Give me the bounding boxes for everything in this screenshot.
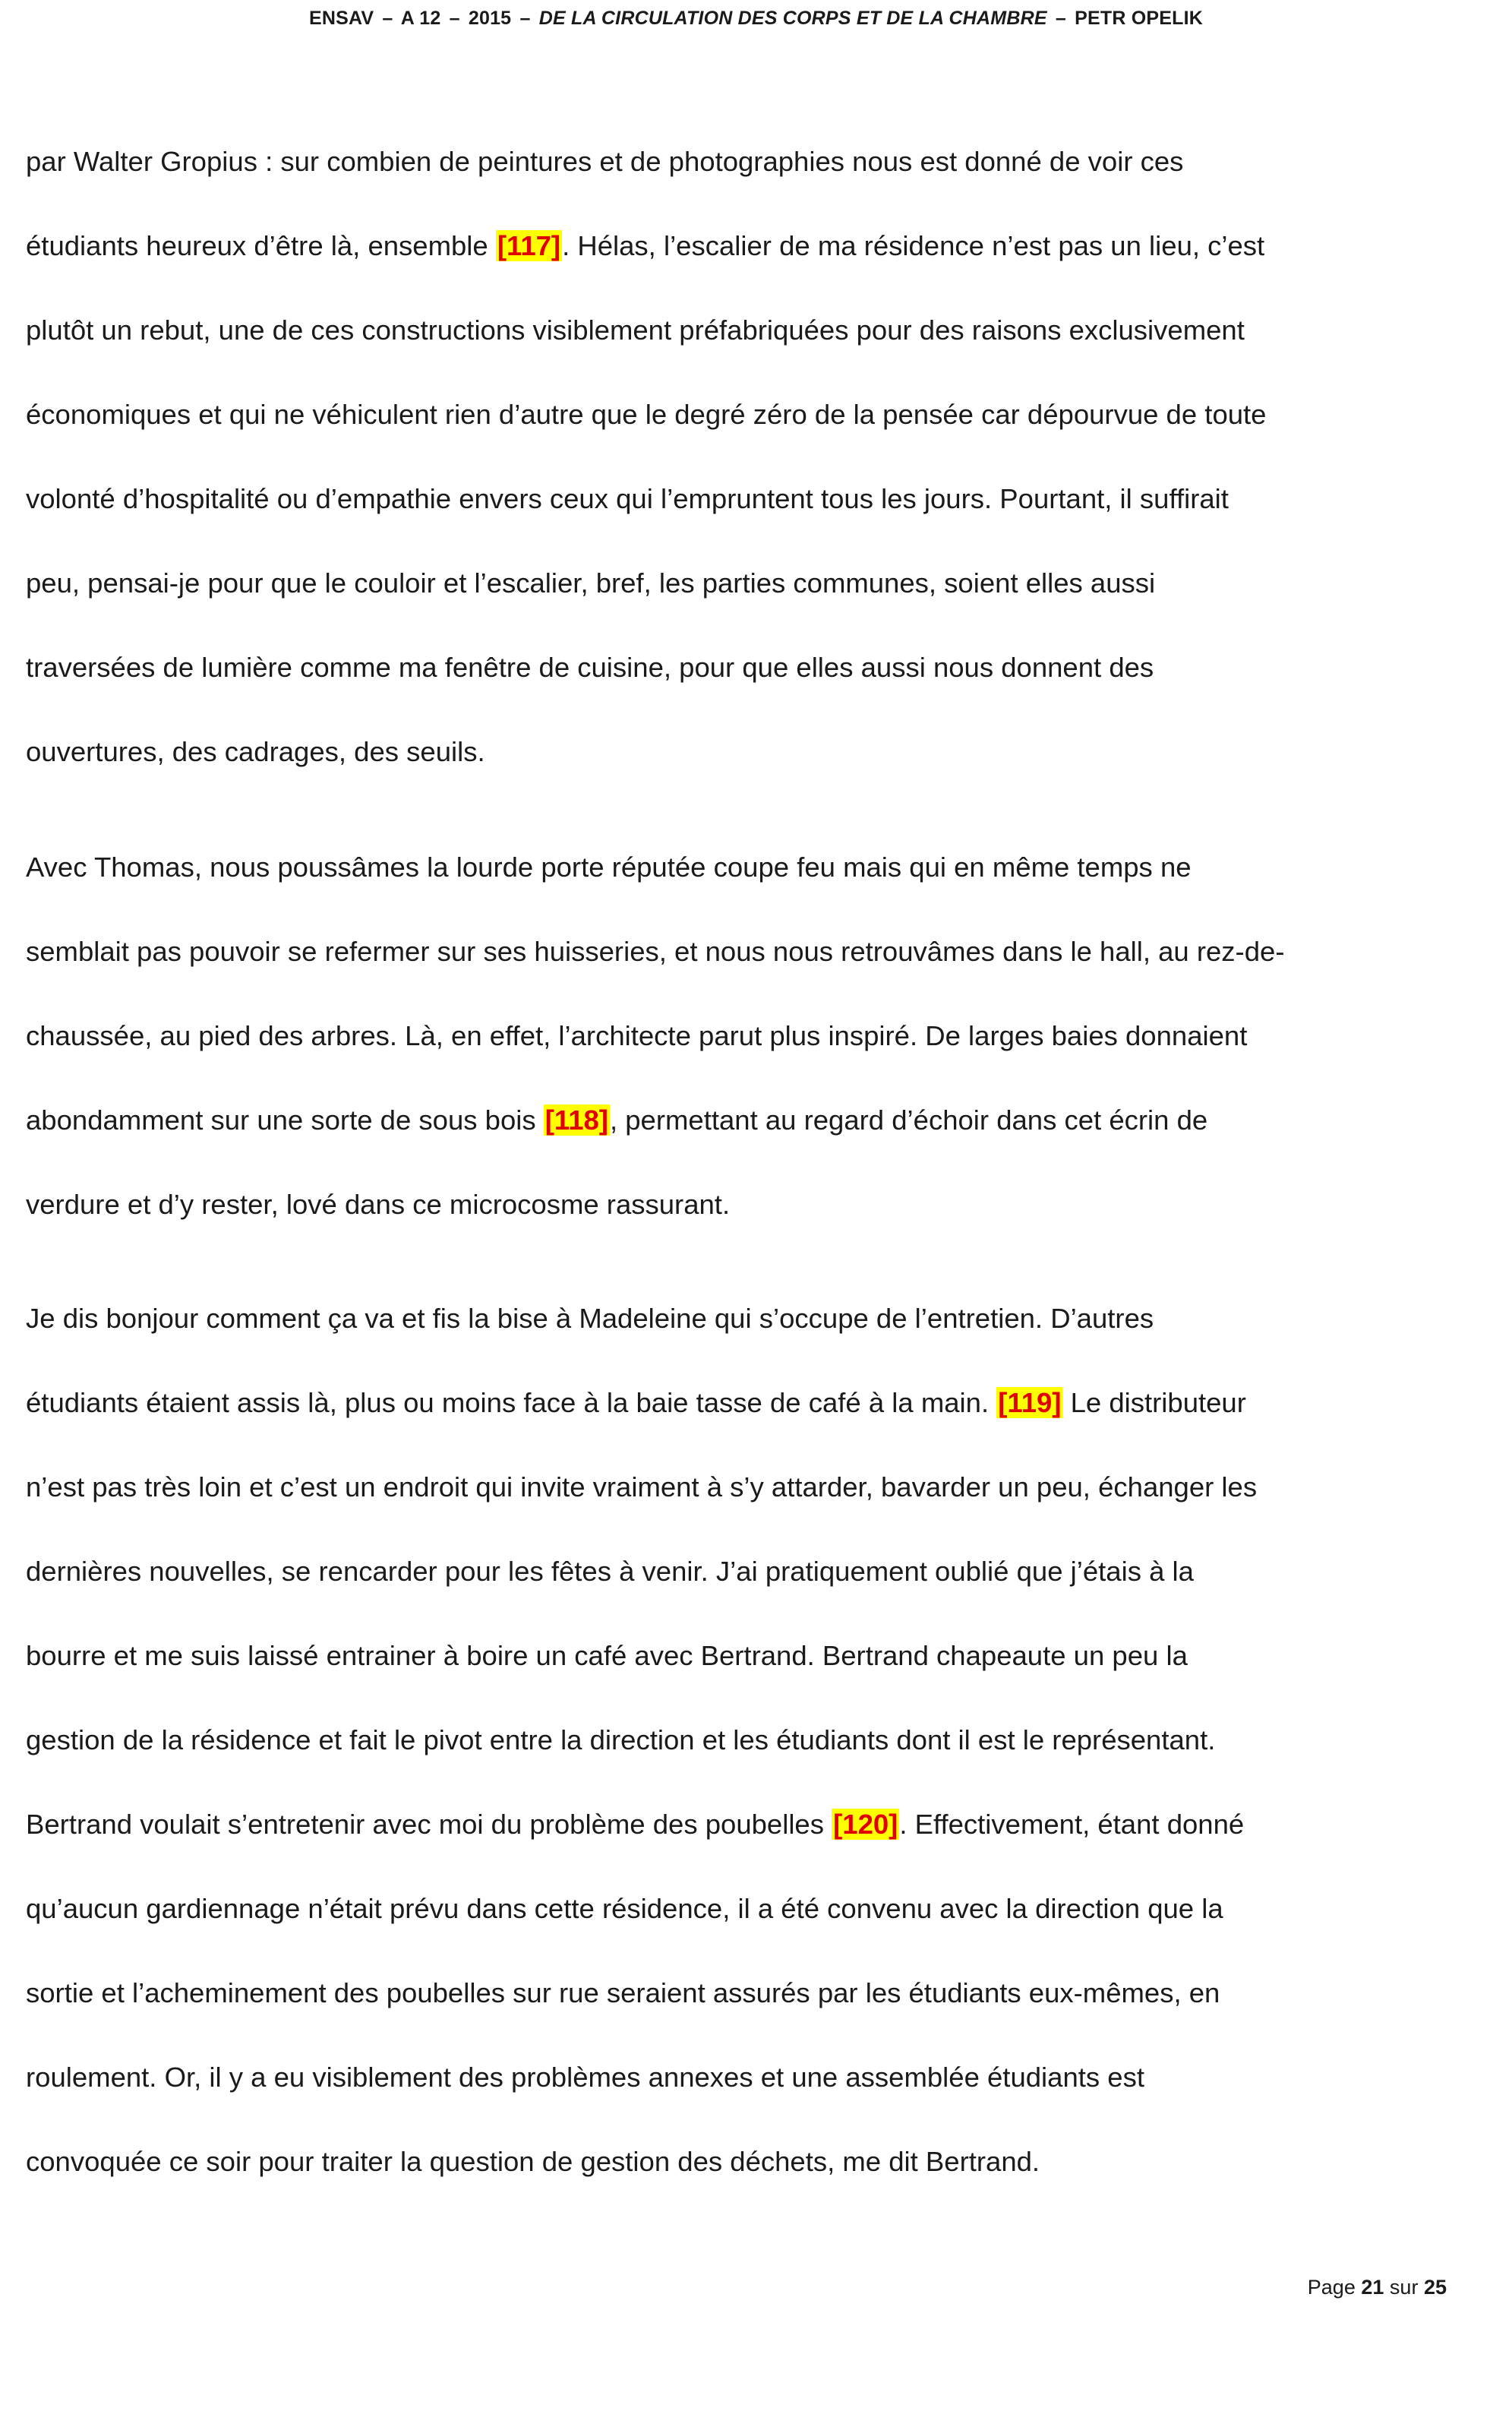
- text-line: [26, 2147, 1484, 2232]
- text-line: [26, 1022, 1484, 1106]
- text-line: [26, 400, 1484, 485]
- line-text: ouvertures, des cadrages, des seuils.: [26, 736, 485, 767]
- of-word: sur: [1389, 2276, 1419, 2299]
- paragraph-1: [26, 147, 1484, 822]
- line-text: dernières nouvelles, se rencarder pour les fêtes à venir. J’ai pratiquement oublié que j’étais à la: [26, 1556, 1194, 1587]
- line-text: abondamment sur une sorte de sous bois: [26, 1104, 544, 1136]
- line-text: . Hélas, l’escalier de ma résidence n’est pas un lieu, c’est: [562, 230, 1265, 261]
- line-text: Bertrand voulait s’entretenir avec moi du problème des poubelles: [26, 1809, 832, 1840]
- text-line: [26, 738, 1484, 822]
- header-year: 2015: [468, 8, 512, 29]
- line-text: bourre et me suis laissé entrainer à boire un café avec Bertrand. Bertrand chapeaute un peu la: [26, 1640, 1188, 1671]
- header-separator: –: [382, 8, 393, 29]
- text-line: [26, 147, 1484, 232]
- text-line: [26, 1106, 1484, 1190]
- text-line: [26, 1642, 1484, 1726]
- text-line: [26, 485, 1484, 569]
- text-line: [26, 1557, 1484, 1642]
- line-text: qu’aucun gardiennage n’était prévu dans cette résidence, il a été convenu avec la direction que la: [26, 1893, 1223, 1924]
- line-text: sortie et l’acheminement des poubelles sur rue seraient assurés par les étudiants eux-mêmes, en: [26, 1977, 1220, 2008]
- paragraph-3: [26, 1304, 1484, 2232]
- header-title: DE LA CIRCULATION DES CORPS ET DE LA CHAMBRE: [538, 8, 1047, 29]
- line-text: semblait pas pouvoir se refermer sur ses huisseries, et nous nous retrouvâmes dans le hall, au rez-de-: [26, 936, 1285, 967]
- footnote-reference-120[interactable]: [120]: [833, 1809, 898, 1840]
- text-line: [26, 653, 1484, 738]
- footnote-reference-119[interactable]: [119]: [998, 1387, 1062, 1418]
- page-number: 21: [1361, 2276, 1384, 2299]
- line-text: Avec Thomas, nous poussâmes la lourde porte réputée coupe feu mais qui en même temps ne: [26, 852, 1192, 883]
- header-separator: –: [449, 8, 460, 29]
- line-text: peu, pensai-je pour que le couloir et l’escalier, bref, les parties communes, soient elles aussi: [26, 567, 1156, 599]
- header-separator: –: [1055, 8, 1066, 29]
- line-text: roulement. Or, il y a eu visiblement des problèmes annexes et une assemblée étudiants est: [26, 2062, 1144, 2093]
- header-separator: –: [519, 8, 531, 29]
- line-text: étudiants étaient assis là, plus ou moins face à la baie tasse de café à la main.: [26, 1387, 997, 1418]
- header-author: PETR OPELIK: [1075, 8, 1204, 29]
- text-line: [26, 1190, 1484, 1275]
- page-total: 25: [1423, 2276, 1447, 2299]
- footnote-reference-118[interactable]: [118]: [545, 1104, 608, 1136]
- page-header: [0, 8, 1512, 30]
- line-text: gestion de la résidence et fait le pivot entre la direction et les étudiants dont il est le représentant.: [26, 1724, 1216, 1755]
- line-text: traversées de lumière comme ma fenêtre de cuisine, pour que elles aussi nous donnent des: [26, 652, 1154, 683]
- line-text: n’est pas très loin et c’est un endroit qui invite vraiment à s’y attarder, bavarder un peu, échanger les: [26, 1471, 1258, 1503]
- line-text: économiques et qui ne véhiculent rien d’autre que le degré zéro de la pensée car dépourvue de toute: [26, 399, 1267, 430]
- line-text: . Effectivement, étant donné: [899, 1809, 1245, 1840]
- page-word: Page: [1307, 2276, 1356, 2299]
- page-footer: [1308, 2276, 1447, 2299]
- text-line: [26, 1894, 1484, 1979]
- footnote-reference-117[interactable]: [117]: [497, 230, 561, 261]
- line-text: volonté d’hospitalité ou d’empathie envers ceux qui l’empruntent tous les jours. Pourtant, il suffirait: [26, 483, 1229, 514]
- text-line: [26, 569, 1484, 653]
- header-school: ENSAV: [308, 8, 374, 29]
- text-line: [26, 232, 1484, 316]
- text-line: [26, 1979, 1484, 2063]
- text-line: [26, 1473, 1484, 1557]
- text-line: [26, 853, 1484, 937]
- text-line: [26, 1810, 1484, 1894]
- line-text: étudiants heureux d’être là, ensemble: [26, 230, 496, 261]
- text-line: [26, 2063, 1484, 2147]
- text-line: [26, 1389, 1484, 1473]
- line-text: plutôt un rebut, une de ces constructions visiblement préfabriquées pour des raisons exclusivement: [26, 314, 1245, 346]
- text-line: [26, 316, 1484, 400]
- text-line: [26, 937, 1484, 1022]
- line-text: Le distributeur: [1062, 1387, 1246, 1418]
- line-text: , permettant au regard d’échoir dans cet écrin de: [609, 1104, 1208, 1136]
- line-text: convoquée ce soir pour traiter la question de gestion des déchets, me dit Bertrand.: [26, 2146, 1040, 2177]
- line-text: par Walter Gropius : sur combien de peintures et de photographies nous est donné de voir ces: [26, 146, 1184, 177]
- header-code: A 12: [400, 8, 441, 29]
- paragraph-2: [26, 853, 1484, 1275]
- line-text: Je dis bonjour comment ça va et fis la bise à Madeleine qui s’occupe de l’entretien. D’autres: [26, 1303, 1154, 1334]
- line-text: chaussée, au pied des arbres. Là, en effet, l’architecte parut plus inspiré. De larges baies donnaient: [26, 1020, 1248, 1051]
- line-text: verdure et d’y rester, lové dans ce microcosme rassurant.: [26, 1189, 731, 1220]
- text-line: [26, 1726, 1484, 1810]
- text-line: [26, 1304, 1484, 1389]
